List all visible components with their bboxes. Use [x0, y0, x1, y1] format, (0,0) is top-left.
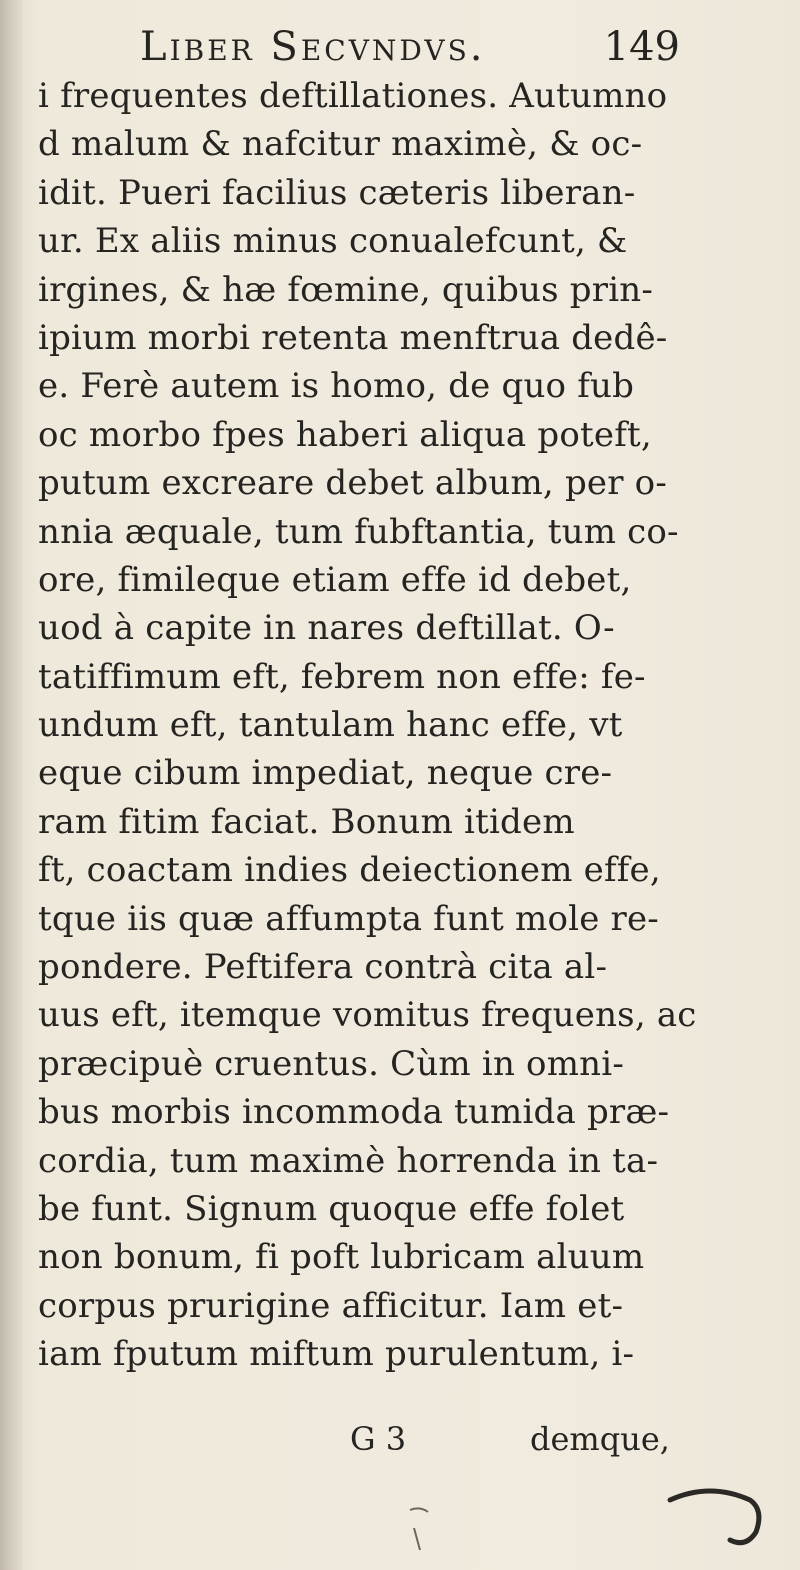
text-line: ram fitim faciat. Bonum itidem	[38, 801, 575, 842]
page-number: 149	[603, 24, 680, 70]
page-gutter	[0, 0, 22, 1570]
ink-stroke-mark	[660, 1480, 770, 1560]
text-line: idit. Pueri facilius cæteris liberan-	[38, 172, 636, 213]
text-line: ft, coactam indies deiectionem effe,	[38, 850, 661, 891]
text-line: ur. Ex aliis minus conualefcunt, &	[38, 221, 628, 262]
text-line: irgines, & hæ fœmine, quibus prin-	[38, 269, 654, 310]
text-line: putum excreare debet album, per o-	[38, 463, 668, 504]
catchword: demque,	[530, 1420, 670, 1458]
text-line: uod à capite in nares deftillat. O-	[38, 608, 615, 649]
text-line: nnia æquale, tum fubftantia, tum co-	[38, 511, 679, 552]
text-line: pondere. Peftifera contrà cita al-	[38, 947, 608, 988]
text-line: præcipuè cruentus. Cùm in omni-	[38, 1043, 625, 1084]
text-line: be funt. Signum quoque effe folet	[38, 1188, 625, 1229]
text-line: uus eft, itemque vomitus frequens, ac	[38, 995, 697, 1036]
main-text-block	[38, 72, 697, 1379]
text-line: non bonum, fi poft lubricam aluum	[38, 1237, 645, 1278]
text-line: ipium morbi retenta menftrua dedê-	[38, 317, 668, 358]
text-line: eque cibum impediat, neque cre-	[38, 753, 613, 794]
text-line: corpus prurigine afficitur. Iam et-	[38, 1285, 624, 1326]
running-title: Liber Secvndvs.	[140, 24, 486, 70]
text-line: tatiffimum eft, febrem non effe: fe-	[38, 656, 646, 697]
text-line: iam fputum miftum purulentum, i-	[38, 1334, 635, 1375]
text-line: bus morbis incommoda tumida præ-	[38, 1092, 670, 1133]
text-line: undum eft, tantulam hanc effe, vt	[38, 705, 623, 746]
text-line: e. Ferè autem is homo, de quo fub	[38, 366, 635, 407]
text-line: oc morbo fpes haberi aliqua poteft,	[38, 414, 652, 455]
page-footer	[350, 1420, 700, 1470]
text-line: ore, fimileque etiam effe id debet,	[38, 559, 632, 600]
text-line: tque iis quæ affumpta funt mole re-	[38, 898, 659, 939]
signature-mark: G 3	[350, 1420, 407, 1458]
page-header	[60, 14, 680, 74]
text-line: cordia, tum maximè horrenda in ta-	[38, 1140, 659, 1181]
text-line: d malum & nafcitur maximè, & oc-	[38, 124, 643, 165]
ink-speck-mark	[390, 1500, 450, 1560]
text-line: i frequentes deftillationes. Autumno	[38, 76, 668, 116]
